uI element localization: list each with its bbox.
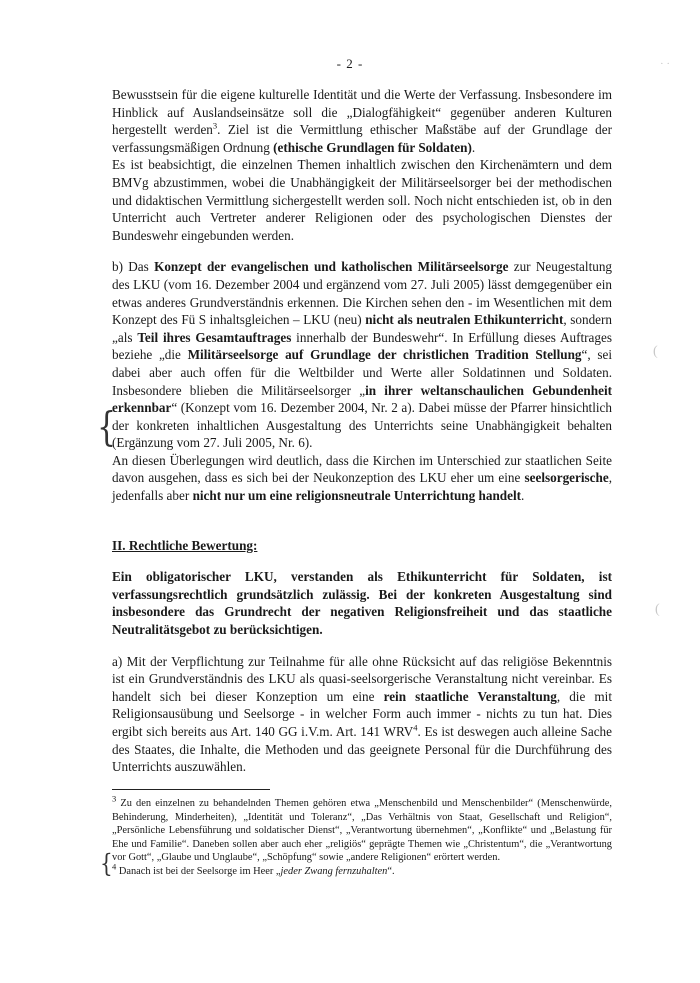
intro-paragraph (112, 86, 612, 156)
intro-text-1: Bewusstsein für die eigene kulturelle Identität und die Werte der Verfassung. Insbesondere im Hinblick auf Auslandseinsätze soll die „Dialogfähigkeit“ gegenüber anderen Kulturen hergestellt werden (112, 87, 612, 138)
margin-brace-mark: { (97, 403, 117, 452)
footnote-end-4: “. (387, 865, 395, 877)
coordination-paragraph: Es ist beabsichtigt, die einzelnen Themen inhaltlich zwischen den Kirchenämtern und dem BMVg abzustimmen, wobei die Unabhängigkeit der Militärseelsorger bei der methodischen und didaktischen Vermittlung sichergestellt werden soll. Noch nicht entschieden ist, ob in den Unterricht auch Vertreter anderer Religionen oder des psychologischen Dienstes der Bundeswehr eingebunden werden. (112, 157, 612, 243)
footnote-number-4: 4 (112, 861, 117, 872)
b-text-4: innerhalb der Bundeswehr“. In Erfüllung dieses Auftrages beziehe „die (112, 329, 612, 363)
footnote-ref-4[interactable]: 4 (413, 722, 418, 733)
scan-artifact-mark: ( (653, 344, 658, 359)
b-text-2: zur Neugestaltung des LKU (vom 16. Dezember 2004 und ergänzend vom 27. Juli 2005) lässt demgegenüber ein etwas anderes Grundverständnis erkennen. Die Kirchen sehen den - im Wesentlichen mit dem Konzept des Fü S inhaltsgleichen – LKU (neu) (112, 259, 613, 328)
b-text-5: “, sei dabei aber auch offen für die Weltbilder und Werte aller Soldatinnen und Soldaten. Insbesondere blieben die Militärseelsorger „ (112, 347, 612, 398)
intro-text-3: . (471, 139, 476, 155)
conclusion-bold-2: nicht nur um eine religionsneutrale Unterrichtung handelt (192, 488, 522, 504)
footnote-divider (112, 789, 270, 790)
footnote-3 (112, 793, 612, 865)
a-text-2: , die mit Religionsausübung und Seelsorge - in welcher Form auch immer - nichts zu tun hat. Dies ergibt sich bereits aus Art. 140 GG i.V.m. Art. 141 WRV (112, 688, 612, 739)
footnote-quote-4: jeder Zwang fernzuhalten (280, 865, 388, 877)
a-text-1: a) Mit der Verpflichtung zur Teilnahme für alle ohne Rücksicht auf das religiöse Bekenntnis ist ein Grundverständnis des LKU als quasi-seelsorgerische Veranstaltung nicht vereinbar. Es handelt sich bei dieser Konzeption um eine (112, 653, 612, 704)
b-text-1: b) Das (112, 259, 155, 275)
conclusion-text-1: An diesen Überlegungen wird deutlich, dass die Kirchen im Unterschied zur staatlichen Seite davon ausgehen, dass es sich bei der Neukonzeption des LKU eher um eine (112, 452, 612, 486)
conclusion-text-3: . (521, 488, 525, 504)
legal-thesis: Ein obligatorischer LKU, verstanden als Ethikunterricht für Soldaten, ist verfassungsrechtlich grundsätzlich zulässig. Bei der konkreten Ausgestaltung sind insbesondere das Grundrecht der negativen Religionsfreiheit und das staatliche Neutralitätsgebot zu berücksichtigen. (112, 569, 612, 638)
b-text-3: , sondern „als (112, 312, 612, 345)
b-bold-1: Konzept der evangelischen und katholischen Militärseelsorge (154, 259, 509, 275)
body-text (112, 86, 612, 776)
scan-artifact-mark: · · (660, 58, 671, 70)
footnote-number-3: 3 (112, 793, 117, 804)
page-number: - 2 - (336, 56, 364, 71)
a-bold-1: rein staatliche Veranstaltung (383, 688, 557, 704)
b-text-6: “ (Konzept vom 16. Dezember 2004, Nr. 2 a). Dabei müsse der Pfarrer hinsichtlich der konkreten inhaltlichen Ausgestaltung des Unterrichts seine Unabhängigkeit behalten (Ergänzung vom 27. Juli 2005, Nr. 6). (112, 400, 612, 451)
b-bold-4: Militärseelsorge auf Grundlage der christlichen Tradition Stellung (187, 347, 582, 363)
church-concept-paragraph (112, 258, 612, 452)
b-bold-2: nicht als neutralen Ethikunterricht (365, 312, 564, 328)
section-heading-legal-assessment: II. Rechtliche Bewertung: (112, 537, 258, 553)
conclusion-text-2: , jedenfalls aber (112, 470, 612, 504)
obligation-paragraph (112, 653, 612, 776)
b-bold-3: Teil ihres Gesamtauftrages (137, 329, 292, 345)
margin-brace-mark-footnote: { (100, 848, 113, 878)
scan-artifact-mark: ( (655, 602, 660, 617)
footnote-text-4: Danach ist bei der Seelsorge im Heer „ (116, 865, 281, 877)
intro-text-2: . Ziel ist die Vermittlung ethischer Maßstäbe auf der Grundlage der verfassungsmäßigen Ordnung (112, 122, 612, 155)
conclusion-paragraph (112, 452, 612, 505)
conclusion-bold-1: seelsorgerische (524, 470, 609, 486)
b-bold-5: in ihrer weltanschaulichen Gebundenheit erkennbar (112, 382, 612, 416)
footnotes (112, 789, 612, 879)
footnote-4 (112, 861, 612, 879)
a-text-3: . Es ist deswegen auch alleine Sache des Staates, die Inhalte, die Methoden und das geeignete Personal für die Durchführung des Unterrichts auszuwählen. (112, 724, 612, 775)
footnote-text-3: Zu den einzelnen zu behandelnden Themen gehören etwa „Menschenbild und Menschenbilder“ (Menschenwürde, Behinderung, Minderheiten), „Identität und Toleranz“, „Das Verhältnis von Staat, Gesellschaft und Religion“, „Persönliche Lebensführung und soldatischer Dienst“, „Verantwortung übernehmen“, „Konflikte“ und „Belastung für Ehe und Familie“. Daneben sollen aber auch eher „religiös“ geprägte Themen wie „Christentum“, die „Verantwortung vor Gott“, „Glaube und Unglaube“, „Schöpfung“ sowie „andere Religionen“ erörtert werden. (112, 798, 612, 864)
footnote-ref-3[interactable]: 3 (212, 120, 218, 131)
intro-bold: (ethische Grundlagen für Soldaten) (273, 139, 472, 155)
